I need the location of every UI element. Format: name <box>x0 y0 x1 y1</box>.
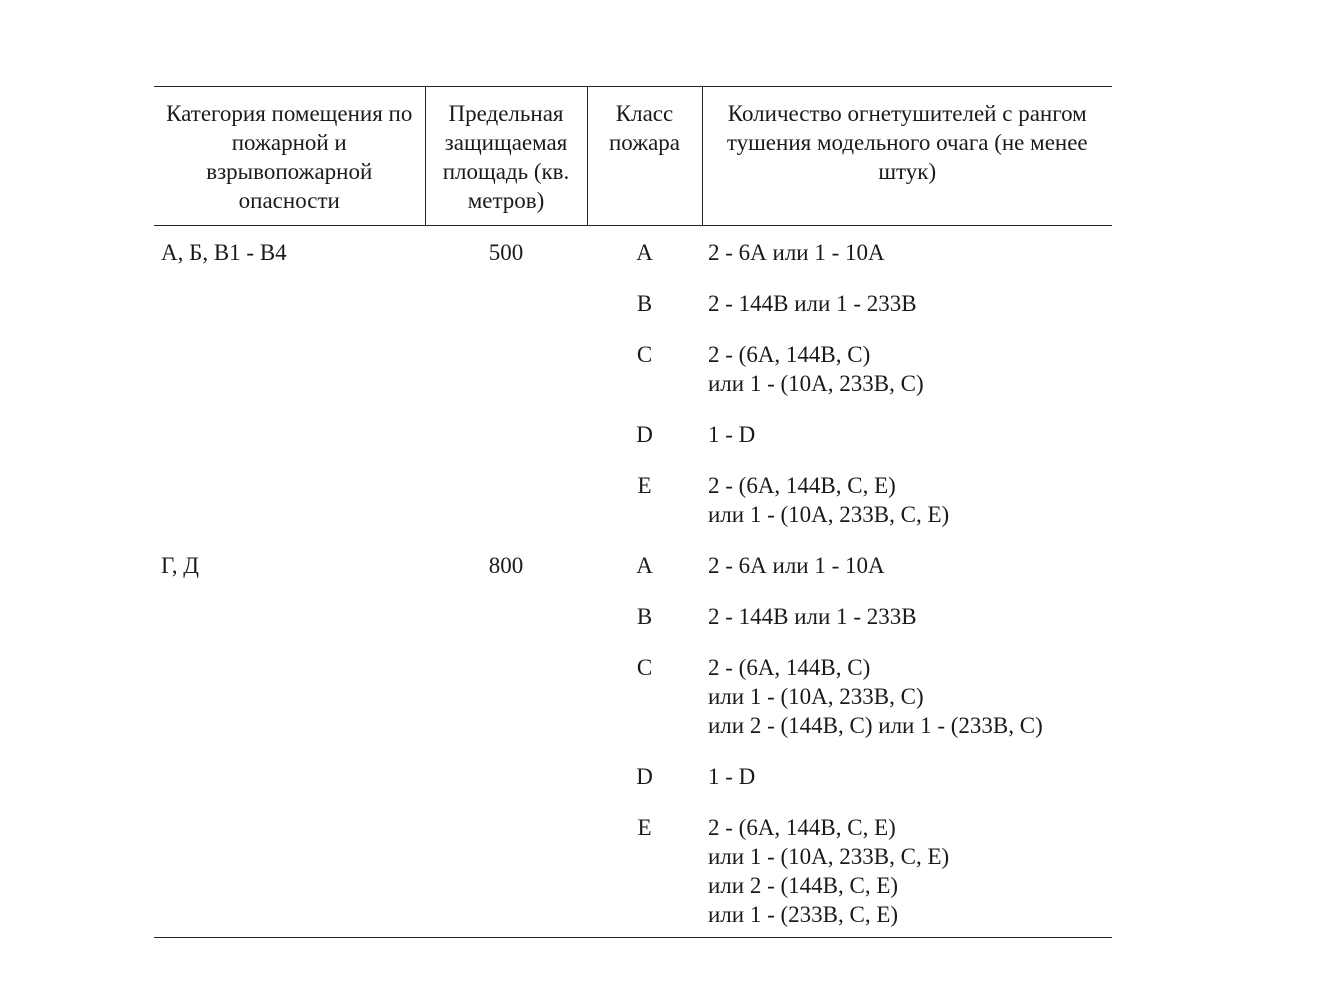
extinguisher-count-line: или 2 - (144В, С, Е) <box>708 873 899 898</box>
header-extinguisher-count: Количество огнетушителей с рангом тушения модельного очага (не менее штук) <box>702 87 1112 226</box>
table-row <box>154 471 1112 551</box>
table-row <box>154 813 1112 938</box>
extinguisher-count-line: или 1 - (10А, 233В, С, Е) <box>708 844 950 869</box>
extinguisher-count-line: 2 - 6А или 1 - 10А <box>708 240 885 265</box>
cell-area <box>425 420 587 471</box>
extinguisher-count-line: или 1 - (10А, 233В, С, Е) <box>708 502 950 527</box>
extinguisher-count-line: 1 - D <box>708 422 756 447</box>
cell-area: 800 <box>488 553 524 578</box>
cell-area <box>425 471 587 551</box>
extinguisher-norms-table <box>154 86 1112 938</box>
cell-area <box>425 762 587 813</box>
extinguisher-count-line: 2 - (6А, 144В, С) <box>708 655 871 680</box>
cell-category <box>154 653 425 762</box>
cell-category <box>154 471 425 551</box>
extinguisher-count-line: 2 - 144В или 1 - 233В <box>708 604 917 629</box>
extinguisher-count-line: 2 - 6А или 1 - 10А <box>708 553 885 578</box>
header-category: Категория помещения по пожарной и взрывопожарной опасности <box>166 101 413 213</box>
cell-extinguisher-count <box>702 813 1112 938</box>
table-row <box>154 653 1112 762</box>
cell-area <box>425 653 587 762</box>
table-row <box>154 420 1112 471</box>
cell-category <box>154 813 425 938</box>
extinguisher-count-line: 1 - D <box>708 764 756 789</box>
cell-fire-class: В <box>636 604 653 629</box>
cell-category <box>154 602 425 653</box>
table-header <box>154 87 1112 226</box>
cell-extinguisher-count <box>702 420 1112 471</box>
table-row <box>154 289 1112 340</box>
cell-category: А, Б, В1 - В4 <box>161 240 287 265</box>
extinguisher-count-line: 2 - 144В или 1 - 233В <box>708 291 917 316</box>
cell-extinguisher-count <box>702 226 1112 290</box>
cell-fire-class: В <box>636 291 653 316</box>
header-row <box>154 87 1112 226</box>
cell-fire-class: С <box>636 342 653 367</box>
cell-fire-class: D <box>636 422 653 447</box>
table-row <box>154 602 1112 653</box>
cell-extinguisher-count <box>702 340 1112 420</box>
cell-category <box>154 762 425 813</box>
cell-category <box>154 289 425 340</box>
extinguisher-count-line: 2 - (6А, 144В, С) <box>708 342 871 367</box>
cell-extinguisher-count <box>702 289 1112 340</box>
extinguisher-count-line: или 1 - (10А, 233В, С) <box>708 371 924 396</box>
table-row <box>154 340 1112 420</box>
cell-area <box>425 813 587 938</box>
cell-extinguisher-count <box>702 762 1112 813</box>
cell-area <box>425 602 587 653</box>
cell-category: Г, Д <box>161 553 199 578</box>
table-row <box>154 551 1112 602</box>
table-body <box>154 226 1112 938</box>
table-row <box>154 226 1112 290</box>
extinguisher-count-line: или 2 - (144В, С) или 1 - (233В, С) <box>708 713 1043 738</box>
cell-area: 500 <box>488 240 524 265</box>
extinguisher-count-line: или 1 - (10А, 233В, С) <box>708 684 924 709</box>
cell-fire-class: Е <box>637 815 652 840</box>
cell-area <box>425 289 587 340</box>
cell-fire-class: А <box>636 240 653 265</box>
cell-extinguisher-count <box>702 653 1112 762</box>
cell-extinguisher-count <box>702 551 1112 602</box>
cell-fire-class: С <box>636 655 653 680</box>
cell-category <box>154 420 425 471</box>
table-row <box>154 762 1112 813</box>
cell-category <box>154 340 425 420</box>
cell-fire-class: D <box>636 764 653 789</box>
header-area: Предельная защищаемая площадь (кв. метров) <box>425 87 587 226</box>
extinguisher-count-line: 2 - (6А, 144В, С, Е) <box>708 815 896 840</box>
cell-fire-class: Е <box>637 473 652 498</box>
header-fire-class: Класс пожара <box>587 87 702 226</box>
extinguisher-count-line: или 1 - (233В, С, Е) <box>708 902 899 927</box>
cell-extinguisher-count <box>702 602 1112 653</box>
cell-area <box>425 340 587 420</box>
cell-fire-class: А <box>636 553 653 578</box>
extinguisher-count-line: 2 - (6А, 144В, С, Е) <box>708 473 896 498</box>
cell-extinguisher-count <box>702 471 1112 551</box>
